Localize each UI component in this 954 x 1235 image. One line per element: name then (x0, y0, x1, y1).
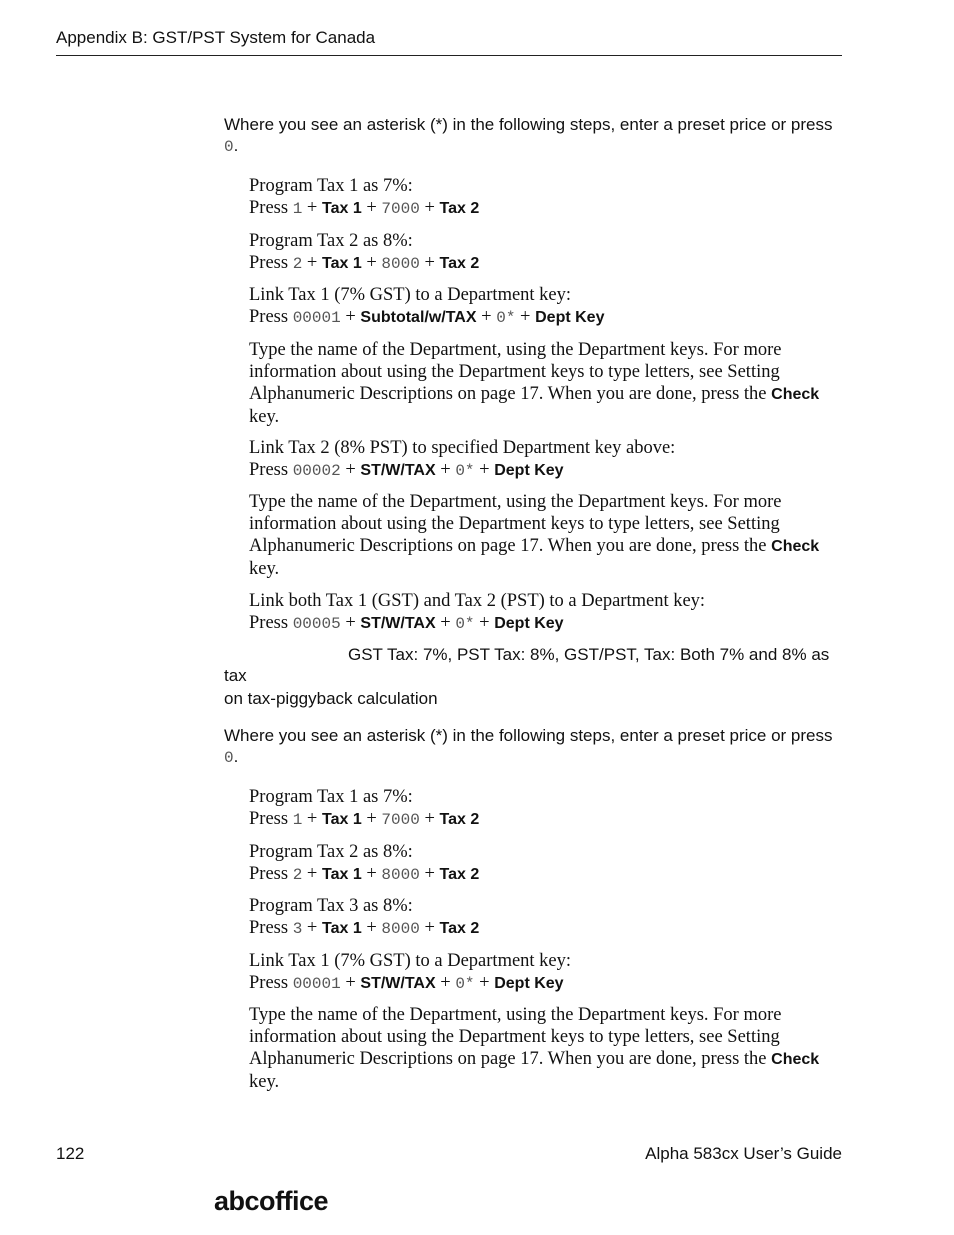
step-program-tax3: Program Tax 3 as 8%: Press 3 + Tax 1 + 8000 + Tax 2 (249, 896, 480, 938)
guide-title: Alpha 583cx User’s Guide (645, 1144, 842, 1163)
step-program-tax1: Program Tax 1 as 7%: Press 1 + Tax 1 + 7000 + Tax 2 (249, 787, 480, 829)
step-program-tax1: Program Tax 1 as 7%: Press 1 + Tax 1 + 7000 + Tax 2 (249, 176, 480, 218)
step-link-tax1: Link Tax 1 (7% GST) to a Department key: Press 00001 + Subtotal/w/TAX + 0* + Dept Key (249, 285, 605, 327)
step-link-both-taxes: Link both Tax 1 (GST) and Tax 2 (PST) to a Department key: Press 00005 + ST/W/TAX + 0* + Dept Key (249, 591, 706, 633)
step-program-tax2: Program Tax 2 as 8%: Press 2 + Tax 1 + 8000 + Tax 2 (249, 842, 480, 884)
step-link-tax2: Link Tax 2 (8% PST) to specified Department key above: Press 00002 + ST/W/TAX + 0* + Dept Key (249, 438, 676, 480)
abcoffice-logo: abcoffice (214, 1186, 329, 1216)
step-type-department-name: Type the name of the Department, using the Department keys. For more information about using the Department keys to type letters, see Setting Alphanumeric Descriptions on page 17. When you are done, press the Check key. (249, 340, 820, 427)
example-note: GST Tax: 7%, PST Tax: 8%, GST/PST, Tax: Both 7% and 8% as tax on tax-piggyback calculation (224, 645, 830, 708)
step-link-tax1: Link Tax 1 (7% GST) to a Department key: Press 00001 + ST/W/TAX + 0* + Dept Key (249, 951, 572, 993)
step-type-department-name: Type the name of the Department, using the Department keys. For more information about using the Department keys to type letters, see Setting Alphanumeric Descriptions on page 17. When you are done, press the Check key. (249, 1005, 820, 1092)
section2-intro: Where you see an asterisk (*) in the following steps, enter a preset price or press 0. (224, 726, 833, 767)
header-title: Appendix B: GST/PST System for Canada (56, 28, 376, 47)
page-number: 122 (56, 1144, 85, 1163)
step-type-department-name: Type the name of the Department, using the Department keys. For more information about using the Department keys to type letters, see Setting Alphanumeric Descriptions on page 17. When you are done, press the Check key. (249, 492, 820, 579)
step-program-tax2: Program Tax 2 as 8%: Press 2 + Tax 1 + 8000 + Tax 2 (249, 231, 480, 273)
section1-intro: Where you see an asterisk (*) in the following steps, enter a preset price or press 0. (224, 115, 833, 156)
page-header (56, 28, 842, 56)
